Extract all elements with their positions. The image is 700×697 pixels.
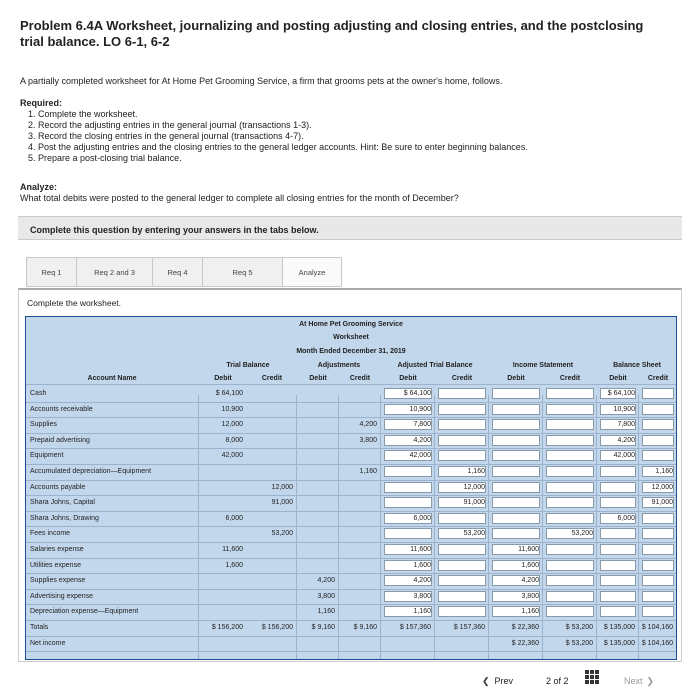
required-list [28, 109, 528, 164]
table-cell-value: 4,200 [521, 577, 539, 585]
table-cell-value: $ 104,160 [641, 639, 673, 647]
table-cell-value: $ 135,000 [603, 639, 635, 647]
group-header-is: Income Statement [512, 362, 574, 369]
required-item: 1. Complete the worksheet. [28, 109, 138, 119]
cell-input[interactable] [546, 435, 594, 446]
table-cell-value: 53,200 [463, 530, 485, 538]
table-cell-value: 6,000 [617, 514, 635, 522]
table-cell-value: $ 9,160 [311, 624, 335, 631]
table-cell-value: 3,800 [521, 592, 539, 600]
analyze-section [20, 182, 459, 204]
cell-input[interactable] [438, 388, 486, 399]
tab-analyze[interactable]: Analyze [283, 258, 341, 286]
table-cell-value: $ 22,360 [511, 639, 539, 647]
cell-input[interactable] [438, 450, 486, 461]
row-divider [26, 480, 676, 481]
table-row-label: Prepaid advertising [30, 436, 90, 444]
table-cell-value: 12,000 [463, 483, 485, 491]
cell-input[interactable] [546, 513, 594, 524]
problem-title: Problem 6.4A Worksheet, journalizing and posting adjusting and closing entries, and the postclosing trial balance. LO 6-1, 6-2 [20, 18, 644, 49]
table-cell-value: 4,200 [413, 577, 431, 585]
table-cell-value: $ 156,200 [261, 624, 293, 631]
cell-input[interactable] [492, 419, 540, 430]
cell-input[interactable] [642, 513, 674, 524]
cell-input[interactable] [642, 544, 674, 555]
cell-input[interactable] [438, 591, 486, 602]
cell-input[interactable] [546, 466, 594, 477]
grid-icon[interactable] [585, 670, 599, 684]
table-cell-value: 12,000 [651, 483, 673, 491]
debit-header: Debit [609, 375, 627, 382]
table-cell-value: 12,000 [221, 421, 243, 429]
worksheet-table [25, 316, 677, 660]
row-divider [26, 604, 676, 605]
cell-input[interactable] [600, 560, 636, 571]
table-row-label: Supplies [30, 421, 57, 429]
cell-input[interactable] [438, 404, 486, 415]
intro-text: A partially completed worksheet for At Home Pet Grooming Service, a firm that grooms pets at the owner's home, follows. [20, 76, 503, 86]
table-cell-value: 1,160 [413, 608, 431, 616]
chevron-right-icon: ❯ [646, 675, 655, 686]
table-row-label: Utilities expense [30, 561, 81, 569]
cell-input[interactable] [546, 388, 594, 399]
row-divider [26, 433, 676, 434]
table-cell-value: 11,600 [410, 546, 431, 553]
row-divider [26, 636, 676, 637]
cell-input[interactable] [492, 466, 540, 477]
cell-input[interactable] [546, 544, 594, 555]
table-cell-value: 1,160 [359, 468, 377, 475]
table-cell-value: 1,600 [413, 561, 431, 569]
table-cell-value: 53,200 [571, 530, 593, 538]
worksheet-doc-title: Worksheet [333, 334, 369, 341]
cell-input[interactable] [438, 575, 486, 586]
analyze-label: Analyze: [20, 182, 58, 192]
cell-input[interactable] [642, 560, 674, 571]
credit-header: Credit [349, 375, 371, 382]
cell-input[interactable] [642, 419, 674, 430]
required-item: 5. Prepare a post-closing trial balance. [28, 153, 182, 163]
table-cell-value: 7,800 [413, 421, 431, 429]
cell-input[interactable] [492, 388, 540, 399]
table-cell-value: 91,000 [271, 499, 293, 507]
cell-input[interactable] [546, 482, 594, 493]
cell-input[interactable] [384, 466, 432, 477]
row-divider [26, 511, 676, 512]
table-row-label: Net income [30, 639, 66, 647]
cell-input[interactable] [600, 591, 636, 602]
table-cell-value: 42,000 [221, 452, 243, 460]
tab-req-5[interactable]: Req 5 [203, 258, 283, 286]
table-cell-value: 11,600 [222, 546, 243, 553]
table-cell-value: 42,000 [613, 452, 635, 460]
cell-input[interactable] [600, 497, 636, 508]
credit-header: Credit [559, 375, 581, 382]
cell-input[interactable] [642, 591, 674, 602]
table-row-label: Accumulated depreciation—Equipment [30, 468, 152, 475]
cell-input[interactable] [642, 450, 674, 461]
cell-input[interactable] [492, 497, 540, 508]
next-label: Next [624, 676, 643, 686]
cell-input[interactable] [384, 528, 432, 539]
header-divider [26, 384, 676, 385]
row-divider [26, 651, 676, 652]
table-cell-value: $ 157,360 [399, 624, 431, 631]
cell-input[interactable] [600, 544, 636, 555]
row-divider [26, 526, 676, 527]
cell-input[interactable] [600, 528, 636, 539]
group-header-adj: Adjustments [317, 362, 361, 369]
row-divider [26, 417, 676, 418]
cell-input[interactable] [546, 497, 594, 508]
table-cell-value: 4,200 [617, 436, 635, 444]
next-button[interactable] [624, 673, 654, 689]
table-cell-value: $ 64,100 [403, 390, 431, 397]
group-header-atb: Adjusted Trial Balance [397, 362, 473, 369]
table-row-label: Equipment [30, 452, 64, 460]
cell-input[interactable] [384, 497, 432, 508]
tab-panel [18, 288, 682, 662]
cell-input[interactable] [492, 482, 540, 493]
row-divider [26, 495, 676, 496]
row-divider [26, 402, 676, 403]
credit-header: Credit [261, 375, 283, 382]
cell-input[interactable] [492, 450, 540, 461]
table-row-label: Salaries expense [30, 546, 84, 553]
table-cell-value: 1,160 [655, 468, 673, 475]
cell-input[interactable] [546, 575, 594, 586]
table-cell-value: 3,800 [413, 592, 431, 600]
table-row-label: Fees income [30, 530, 71, 538]
table-cell-value: $ 9,160 [353, 624, 377, 631]
table-cell-value: $ 135,000 [603, 624, 635, 631]
cell-input[interactable] [438, 544, 486, 555]
table-cell-value: 1,160 [317, 608, 335, 616]
table-cell-value: $ 64,100 [215, 390, 243, 397]
required-label: Required: [20, 98, 63, 108]
row-divider [26, 620, 676, 621]
table-cell-value: 6,000 [225, 514, 243, 522]
tab-req-2-3[interactable]: Req 2 and 3 [77, 258, 153, 286]
table-cell-value: 1,160 [467, 468, 485, 475]
debit-header: Debit [214, 375, 232, 382]
table-cell-value: 8,000 [225, 436, 243, 444]
debit-header: Debit [399, 375, 417, 382]
cell-input[interactable] [438, 560, 486, 571]
cell-input[interactable] [546, 560, 594, 571]
chevron-left-icon: ❮ [482, 675, 490, 686]
table-cell-value: $ 157,360 [453, 624, 485, 631]
table-cell-value: 4,200 [359, 421, 377, 429]
analyze-question: What total debits were posted to the general ledger to complete all closing entries for the month of December? [20, 193, 459, 203]
page-indicator: 2 of 2 [546, 676, 569, 686]
table-row-label: Totals [30, 624, 49, 631]
cell-input[interactable] [492, 404, 540, 415]
table-cell-value: 1,600 [225, 561, 243, 569]
table-cell-value: $ 104,160 [641, 624, 673, 631]
cell-input[interactable] [600, 606, 636, 617]
cell-input[interactable] [600, 575, 636, 586]
table-row-label: Supplies expense [30, 577, 86, 585]
table-cell-value: 91,000 [463, 499, 485, 507]
cell-input[interactable] [492, 435, 540, 446]
tab-req-4[interactable]: Req 4 [153, 258, 203, 286]
worksheet-company: At Home Pet Grooming Service [299, 321, 403, 328]
row-divider [26, 448, 676, 449]
table-cell-value: 12,000 [271, 483, 293, 491]
cell-input[interactable] [546, 419, 594, 430]
table-cell-value: 1,160 [521, 608, 539, 616]
table-cell-value: $ 64,100 [607, 390, 635, 397]
table-cell-value: 10,900 [409, 405, 431, 413]
cell-input[interactable] [642, 575, 674, 586]
table-row-label: Accounts receivable [30, 405, 93, 413]
cell-input[interactable] [492, 513, 540, 524]
row-divider [26, 542, 676, 543]
table-row-label: Shara Johns, Drawing [30, 514, 99, 522]
cell-input[interactable] [600, 482, 636, 493]
prev-button[interactable] [482, 673, 513, 689]
table-cell-value: 7,800 [617, 421, 635, 429]
credit-header: Credit [647, 375, 669, 382]
table-cell-value: 3,800 [359, 436, 377, 444]
cell-input[interactable] [438, 435, 486, 446]
credit-header: Credit [451, 375, 473, 382]
row-divider [26, 589, 676, 590]
table-cell-value: $ 156,200 [211, 624, 243, 631]
required-item: 2. Record the adjusting entries in the general journal (transactions 1-3). [28, 120, 312, 130]
instruction-banner: Complete this question by entering your answers in the tabs below. [18, 216, 682, 240]
table-row-label: Depreciation expense—Equipment [30, 608, 139, 616]
cell-input[interactable] [384, 482, 432, 493]
table-cell-value: 53,200 [271, 530, 293, 538]
table-cell-value: 4,200 [413, 436, 431, 444]
table-cell-value: 4,200 [317, 577, 335, 585]
required-section [20, 98, 528, 164]
table-row-label: Accounts payable [30, 483, 86, 491]
table-row-label: Advertising expense [30, 592, 94, 600]
cell-input[interactable] [600, 466, 636, 477]
table-row-label: Cash [30, 390, 47, 397]
table-cell-value: 10,900 [221, 405, 243, 413]
required-item: 4. Post the adjusting entries and the closing entries to the general ledger accounts. Hint: Be sure to enter beginning balances. [28, 142, 528, 152]
table-cell-value: 91,000 [651, 499, 673, 507]
debit-header: Debit [309, 375, 327, 382]
row-divider [26, 558, 676, 559]
row-divider [26, 573, 676, 574]
table-cell-value: 11,600 [518, 546, 539, 553]
account-name-header: Account Name [87, 375, 137, 382]
cell-input[interactable] [642, 435, 674, 446]
cell-input[interactable] [546, 606, 594, 617]
required-item: 3. Record the closing entries in the general journal (transactions 4-7). [28, 131, 304, 141]
worksheet-period: Month Ended December 31, 2019 [296, 348, 406, 355]
table-cell-value: $ 53,200 [565, 639, 593, 647]
tab-req-1[interactable]: Req 1 [27, 258, 77, 286]
table-cell-value: 6,000 [413, 514, 431, 522]
cell-input[interactable] [438, 513, 486, 524]
debit-header: Debit [507, 375, 525, 382]
table-cell-value: 42,000 [409, 452, 431, 460]
cell-input[interactable] [546, 450, 594, 461]
table-cell-value: $ 22,360 [511, 624, 539, 631]
cell-input[interactable] [546, 404, 594, 415]
prev-label: Prev [494, 676, 514, 686]
panel-title: Complete the worksheet. [27, 298, 122, 308]
table-cell-value: 3,800 [317, 592, 335, 600]
table-cell-value: 1,600 [521, 561, 539, 569]
cell-input[interactable] [438, 419, 486, 430]
cell-input[interactable] [642, 404, 674, 415]
cell-input[interactable] [438, 606, 486, 617]
cell-input[interactable] [642, 388, 674, 399]
tab-bar [26, 257, 342, 287]
table-cell-value: $ 53,200 [565, 624, 593, 631]
row-divider [26, 464, 676, 465]
table-row-label: Shara Johns, Capital [30, 499, 95, 507]
cell-input[interactable] [546, 591, 594, 602]
cell-input[interactable] [642, 528, 674, 539]
cell-input[interactable] [642, 606, 674, 617]
cell-input[interactable] [492, 528, 540, 539]
table-cell-value: 10,900 [613, 405, 635, 413]
group-header-trial: Trial Balance [226, 362, 270, 369]
group-header-bs: Balance Sheet [613, 362, 661, 369]
